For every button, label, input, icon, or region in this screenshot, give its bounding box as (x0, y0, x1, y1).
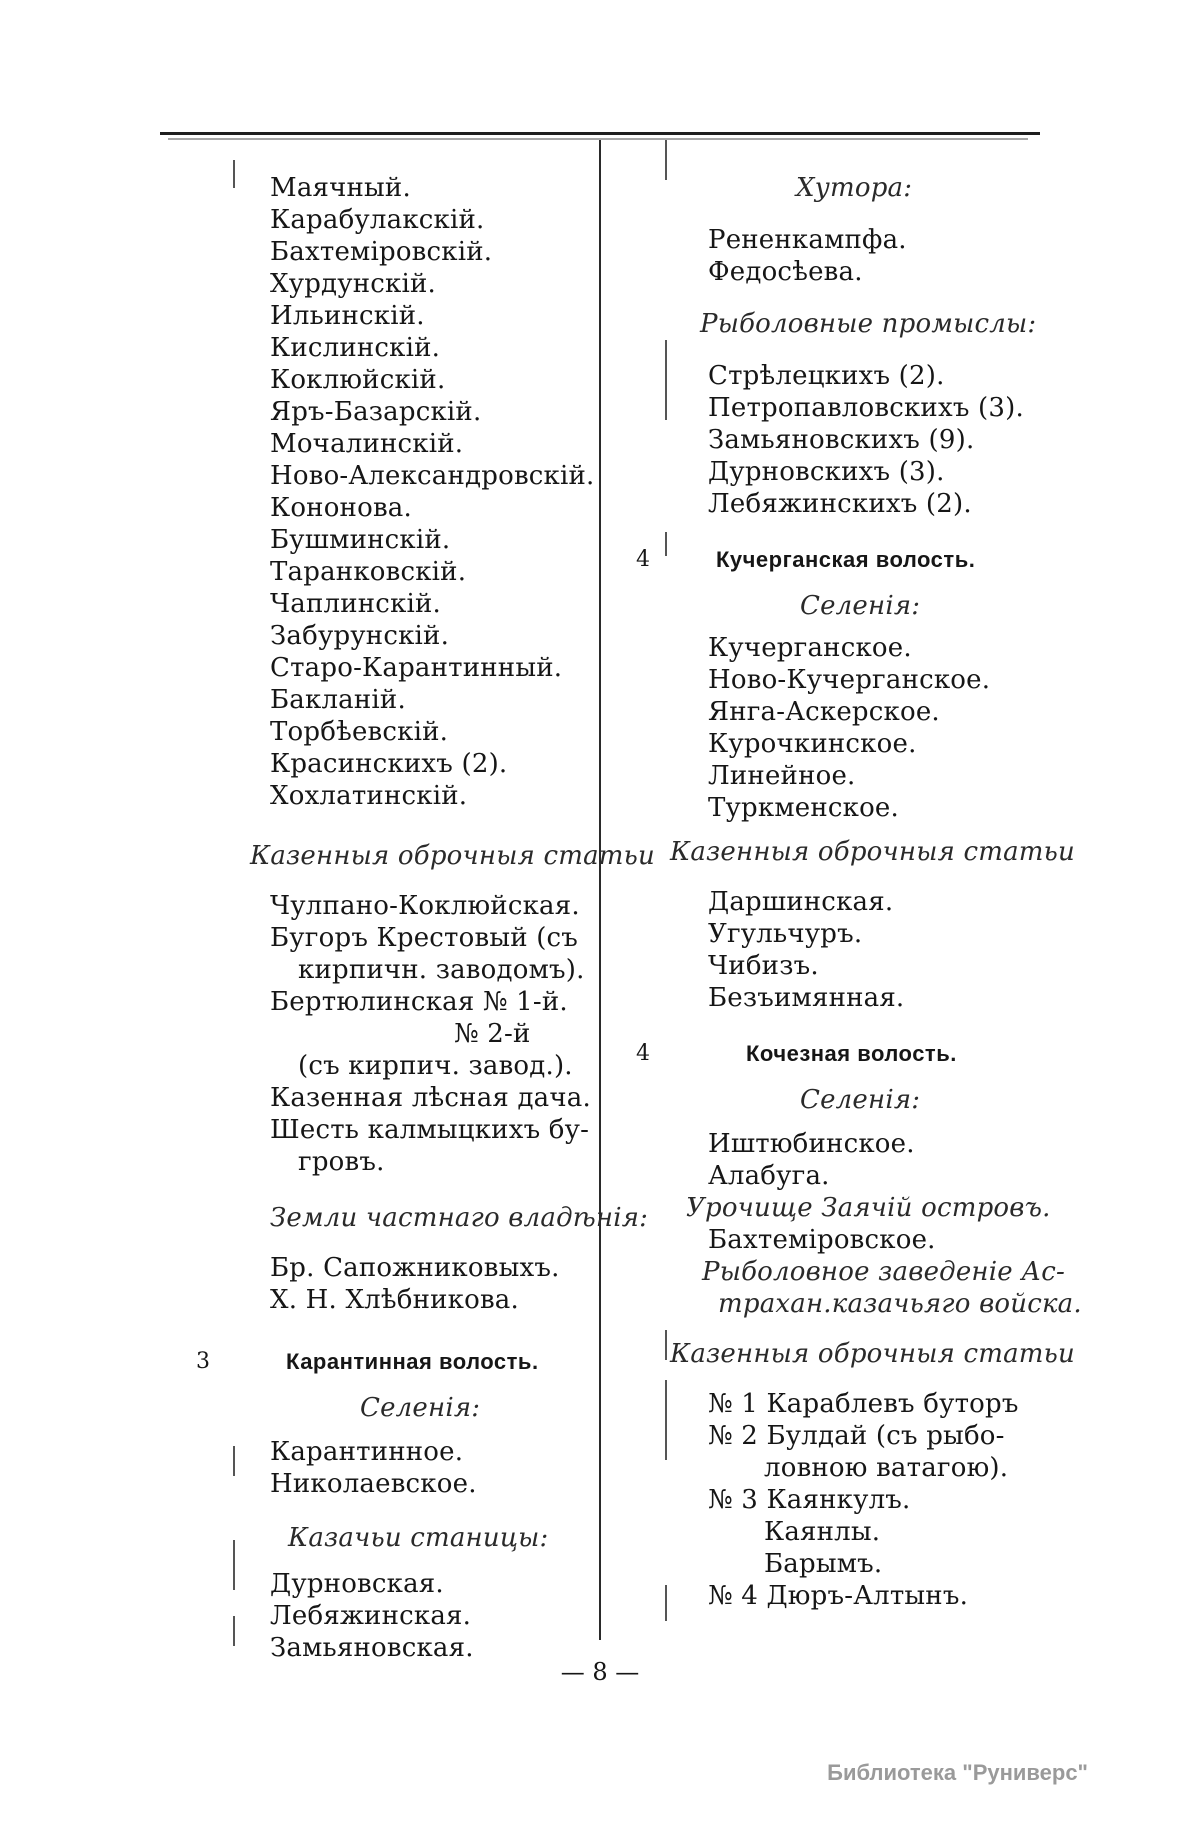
zavedenie-line: Рыболовное заведеніе Ас- (702, 1257, 1065, 1287)
list-item: Кучерганское. (708, 633, 912, 663)
list-item: Бр. Сапожниковыхъ. (270, 1253, 560, 1283)
list-item: Замьяновская. (270, 1633, 474, 1663)
list-item: Курочкинское. (708, 729, 917, 759)
margin-mark (665, 1330, 667, 1360)
section-heading-selenia: Селенія: (800, 591, 921, 621)
list-item: Яръ-Базарскій. (270, 397, 482, 427)
list-item: Чибизъ. (708, 951, 819, 981)
list-item: Торбѣевскій. (270, 717, 449, 747)
list-item: (съ кирпич. завод.). (298, 1051, 573, 1081)
margin-mark (665, 532, 667, 556)
list-item: № 2-й (454, 1019, 531, 1049)
urochishche-line: Урочище Заячій островъ. (686, 1193, 1051, 1223)
list-item: Барымъ. (764, 1549, 883, 1579)
margin-mark (665, 1585, 667, 1621)
list-item: кирпичн. заводомъ). (298, 955, 585, 985)
volost-number: 4 (636, 547, 650, 572)
list-item: № 2 Булдай (съ рыбо- (708, 1421, 1005, 1451)
list-item: Ново-Кучерганское. (708, 665, 991, 695)
list-item: ловною ватагою). (764, 1453, 1009, 1483)
list-item: Бушминскій. (270, 525, 451, 555)
list-item: Дурновскихъ (3). (708, 457, 945, 487)
list-item: Стрѣлецкихъ (2). (708, 361, 945, 391)
list-item: Ильинскій. (270, 301, 425, 331)
volost-heading: Карантинная волость. (286, 1349, 539, 1374)
list-item: Безъимянная. (708, 983, 905, 1013)
list-item: Каянлы. (764, 1517, 881, 1547)
list-item: Хурдунскій. (270, 269, 437, 299)
list-item: Линейное. (708, 761, 856, 791)
list-item: № 1 Караблевъ буторъ (708, 1389, 1019, 1419)
list-item: Х. Н. Хлѣбникова. (270, 1285, 519, 1315)
list-item: Лебяжинскихъ (2). (708, 489, 972, 519)
list-item: Карантинное. (270, 1437, 464, 1467)
list-item: Николаевское. (270, 1469, 477, 1499)
margin-mark (665, 1380, 667, 1460)
section-heading-kazennye: Казенныя оброчныя статьи (670, 837, 1075, 867)
list-item: Бакланій. (270, 685, 406, 715)
list-item: Лебяжинская. (270, 1601, 472, 1631)
list-item: Красинскихъ (2). (270, 749, 508, 779)
list-item: Бахтеміровскій. (270, 237, 493, 267)
section-heading-promysly: Рыболовные промыслы: (700, 309, 1037, 339)
margin-mark (233, 1540, 235, 1590)
list-item: Туркменское. (708, 793, 899, 823)
list-item: Даршинская. (708, 887, 894, 917)
list-item: Петропавловскихъ (3). (708, 393, 1024, 423)
list-item: № 3 Каянкулъ. (708, 1485, 911, 1515)
section-heading-kazachi: Казачьи станицы: (288, 1523, 549, 1553)
list-item: Бугоръ Крестовый (съ (270, 923, 579, 953)
list-item: Карабулакскій. (270, 205, 485, 235)
list-item: Забурунскій. (270, 621, 450, 651)
list-item: Хохлатинскій. (270, 781, 468, 811)
section-heading-selenia: Селенія: (800, 1085, 921, 1115)
list-item: Кислинскій. (270, 333, 441, 363)
list-item: Иштюбинское. (708, 1129, 915, 1159)
list-item: Рененкампфа. (708, 225, 907, 255)
list-item: Маячный. (270, 173, 411, 203)
list-item: Бахтеміровское. (708, 1225, 936, 1255)
list-item: № 4 Дюръ-Алтынъ. (708, 1581, 969, 1611)
list-item: Ново-Александровскій. (270, 461, 595, 491)
list-item: Коклюйскій. (270, 365, 446, 395)
list-item: Казенная лѣсная дача. (270, 1083, 591, 1113)
list-item: Шесть калмыцкихъ бу- (270, 1115, 590, 1145)
top-rule-shadow (168, 138, 1028, 140)
page-number: — 8 — (560, 1658, 640, 1686)
list-item: Янга-Аскерское. (708, 697, 940, 727)
margin-mark (233, 160, 235, 188)
list-item: Федосѣева. (708, 257, 863, 287)
section-heading-selenia: Селенія: (360, 1393, 481, 1423)
list-item: Бертюлинская № 1-й. (270, 987, 568, 1017)
margin-mark (233, 1446, 235, 1476)
margin-mark (665, 140, 667, 180)
list-item: Старо-Карантинный. (270, 653, 563, 683)
volost-heading: Кучерганская волость. (716, 547, 976, 572)
zavedenie-line: трахан.казачьяго войска. (718, 1289, 1082, 1319)
volost-number: 4 (636, 1041, 650, 1066)
list-item: Чаплинскій. (270, 589, 442, 619)
margin-mark (665, 340, 667, 420)
list-item: Замьяновскихъ (9). (708, 425, 975, 455)
list-item: Таранковскій. (270, 557, 467, 587)
section-heading-zemli: Земли частнаго владѣнія: (270, 1203, 649, 1233)
section-heading-kazennye: Казенныя оброчныя статьи (670, 1339, 1075, 1369)
volost-heading: Кочезная волость. (746, 1041, 957, 1066)
list-item: Угульчуръ. (708, 919, 863, 949)
column-divider (599, 140, 601, 1640)
list-item: гровъ. (298, 1147, 385, 1177)
section-heading-hutora: Хутора: (796, 173, 913, 203)
section-heading-kazennye: Казенныя оброчныя статьи (250, 841, 655, 871)
list-item: Дурновская. (270, 1569, 444, 1599)
list-item: Мочалинскій. (270, 429, 464, 459)
margin-mark (233, 1616, 235, 1646)
list-item: Чулпано-Коклюйская. (270, 891, 580, 921)
list-item: Алабуга. (708, 1161, 830, 1191)
volost-number: 3 (196, 1349, 210, 1374)
list-item: Кононова. (270, 493, 412, 523)
top-rule (160, 132, 1040, 135)
watermark: Библиотека "Руниверс" (827, 1760, 1088, 1785)
